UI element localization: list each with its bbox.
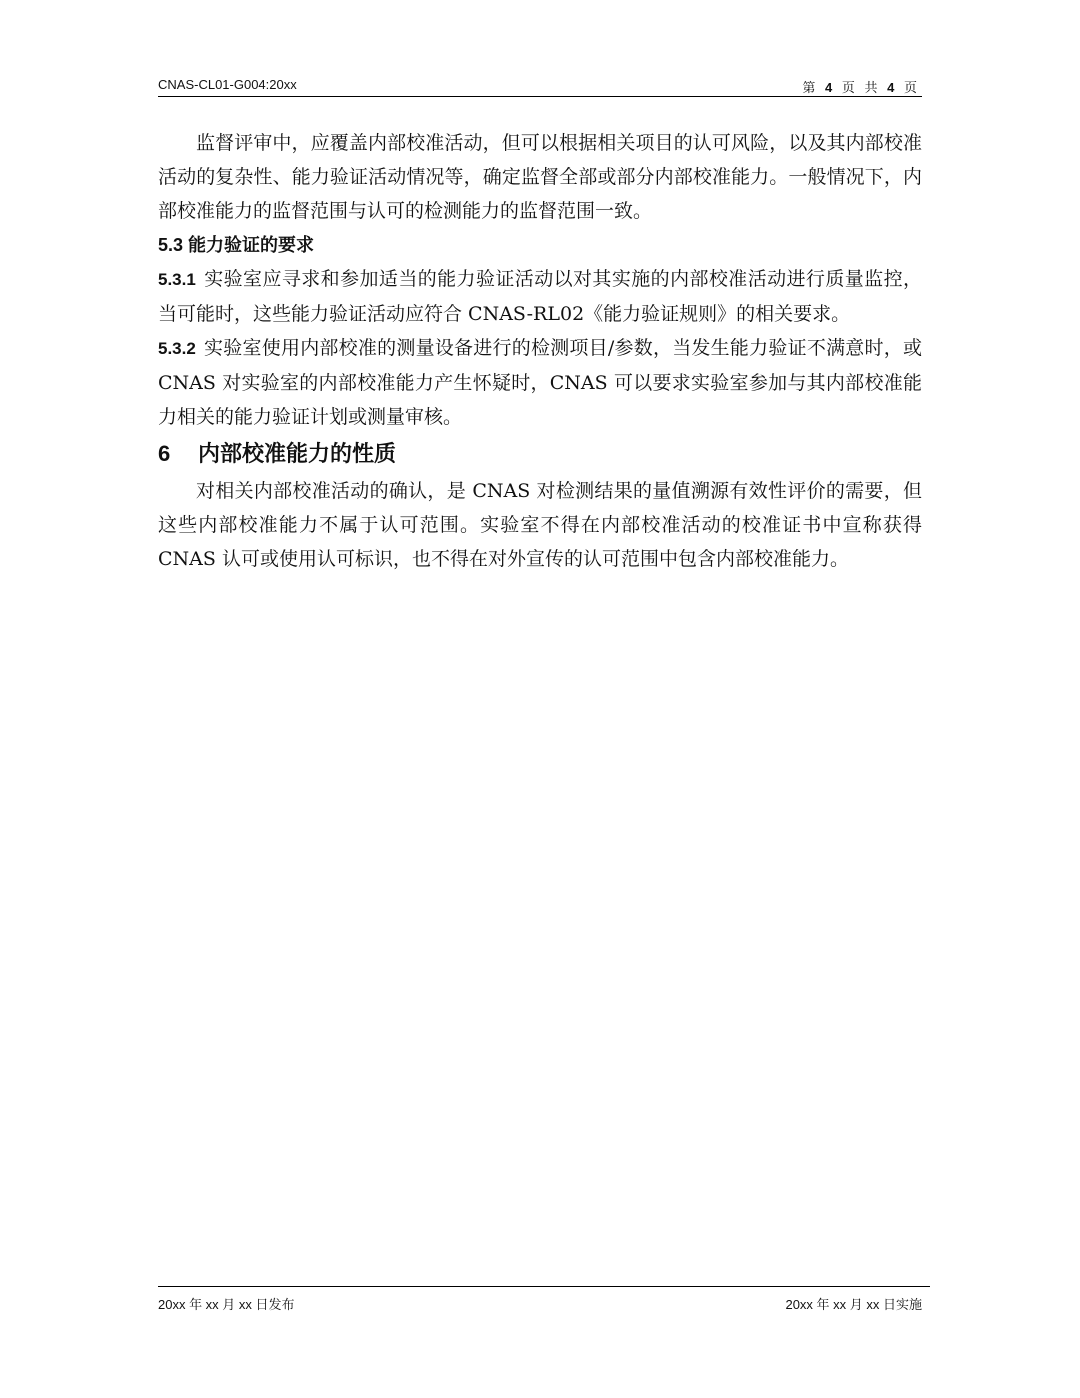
page-mid: 页 共 — [841, 80, 881, 95]
paragraph-supervision: 监督评审中，应覆盖内部校准活动，但可以根据相关项目的认可风险，以及其内部校准活动的复杂性、能力验证活动情况等，确定监督全部或部分内部校准能力。一般情况下，内部校准能力的监督范围与认可的检测能力的监督范围一致。 — [158, 132, 922, 222]
clause-5-3-2 — [158, 331, 922, 434]
section-6-number: 6 — [158, 441, 171, 466]
clause-5-3-1-number: 5.3.1 — [158, 270, 196, 289]
paragraph-nature: 对相关内部校准活动的确认，是 CNAS 对检测结果的量值溯源有效性评价的需要，但这些内部校准能力不属于认可范围。实验室不得在内部校准活动的校准证书中宣称获得 CNAS 认可或使用认可标识，也不得在对外宣传的认可范围中包含内部校准能力。 — [158, 480, 922, 570]
clause-5-3-1-text: 实验室应寻求和参加适当的能力验证活动以对其实施的内部校准活动进行质量监控，当可能时，这些能力验证活动应符合 CNAS-RL02《能力验证规则》的相关要求。 — [158, 268, 922, 325]
page-indicator — [802, 77, 920, 96]
clause-5-3-1 — [158, 262, 922, 331]
page-suffix: 页 — [903, 80, 920, 95]
document-body — [158, 126, 922, 576]
page-number: 4 — [825, 80, 836, 95]
effective-date: 20xx 年 xx 月 xx 日实施 — [785, 1297, 922, 1312]
section-6-title: 内部校准能力的性质 — [198, 441, 397, 466]
clause-5-3-2-number: 5.3.2 — [158, 339, 196, 358]
clause-5-3-2-text: 实验室使用内部校准的测量设备进行的检测项目/参数，当发生能力验证不满意时，或 CNAS 对实验室的内部校准能力产生怀疑时，CNAS 可以要求实验室参加与其内部校准能力相关的能力验证计划或测量审核。 — [158, 337, 922, 428]
section-5-3-heading: 5.3 能力验证的要求 — [158, 235, 315, 255]
publish-date: 20xx 年 xx 月 xx 日发布 — [158, 1297, 295, 1312]
page-header — [158, 74, 922, 97]
page-prefix: 第 — [802, 80, 819, 95]
page-total: 4 — [887, 80, 898, 95]
section-6-heading — [158, 434, 922, 474]
document-code: CNAS-CL01-G004:20xx — [158, 77, 297, 92]
page-footer — [158, 1286, 930, 1313]
